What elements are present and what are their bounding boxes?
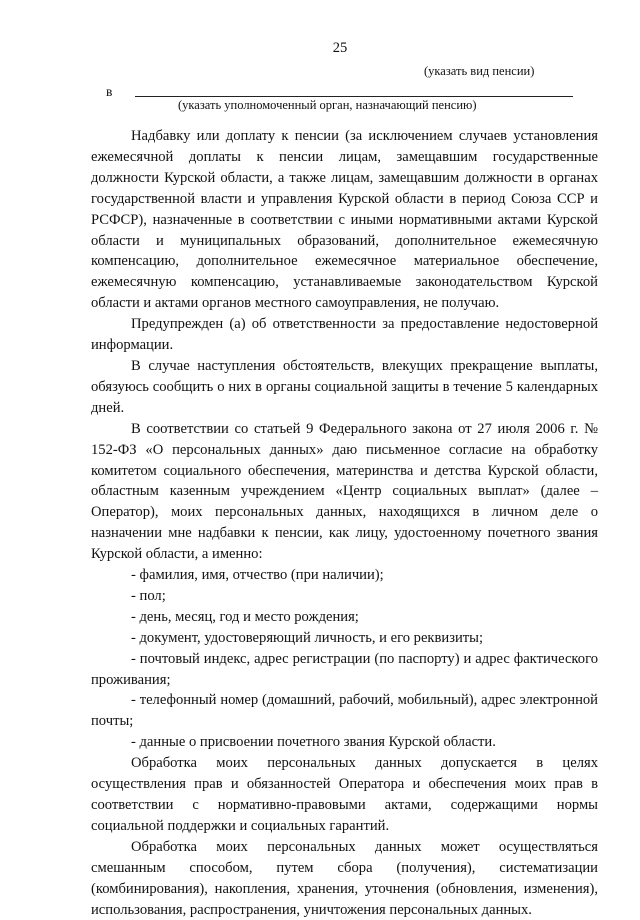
list-item-phone-email: - телефонный номер (домашний, рабочий, мобильный), адрес электронной почты;: [91, 692, 598, 730]
statement-body: [91, 126, 598, 920]
pension-type-note: (указать вид пенсии): [424, 64, 535, 78]
authority-note: (указать уполномоченный орган, назначающий пенсию): [178, 98, 477, 112]
list-item-full-name: - фамилия, имя, отчество (при наличии);: [131, 567, 384, 584]
paragraph-personal-data-consent: В соответствии со статьей 9 Федерального закона от 27 июля 2006 г. № 152-ФЗ «О персональных данных» даю письменное согласие на обработку комитетом социального обеспечения, материнства и детства Курской области, областным казенным учреждением «Центр социальных выплат» (далее – Оператор), моих персональных данных, находящихся в личном деле о назначении мне надбавки к пенсии, как лицу, удостоенному почетного звания Курской области, а именно:: [91, 420, 598, 563]
paragraph-processing-methods: Обработка моих персональных данных может осуществляться смешанным способом, путем сбора (получения), систематизации (комбинирования), накопления, хранения, уточнения (обновления, изменения), использования, распространения, уничтожения персональных данных.: [91, 838, 598, 918]
authority-prefix: в: [106, 84, 113, 99]
list-item-address: - почтовый индекс, адрес регистрации (по паспорту) и адрес фактического проживания;: [91, 650, 598, 688]
paragraph-liability-warning: Предупрежден (а) об ответственности за предоставление недостоверной информации.: [91, 316, 598, 354]
list-item-honorary-title: - данные о присвоении почетного звания Курской области.: [131, 734, 496, 751]
authority-fill-line: [135, 96, 573, 97]
paragraph-notification-obligation: В случае наступления обстоятельств, влекущих прекращение выплаты, обязуюсь сообщить о них в органы социальной защиты в течение 5 календарных дней.: [91, 357, 598, 416]
list-item-birth: - день, месяц, год и место рождения;: [131, 608, 359, 625]
list-item-sex: - пол;: [131, 587, 166, 604]
list-item-id-document: - документ, удостоверяющий личность, и его реквизиты;: [131, 629, 484, 646]
paragraph-processing-purpose: Обработка моих персональных данных допускается в целях осуществления прав и обязанностей Оператора и обеспечения моих прав в соответствии с нормативно-правовыми актами, содержащими нормы социальной поддержки и социальных гарантий.: [91, 755, 598, 834]
paragraph-supplement-declaration: Надбавку или доплату к пенсии (за исключением случаев установления ежемесячной доплаты к пенсии лицам, замещавшим государственные должности Курской области, а также лицам, замещавшим должности в органах государственной власти и управления Курской области в период Союза ССР и РСФСР), назначенные в соответствии с иными нормативными актами Курской области и муниципальных образований, дополнительное ежемесячную компенсацию, дополнительное ежемесячное материальное обеспечение, ежемесячную компенсацию, устанавливаемые законодательством Курской области и актами органов местного самоуправления, не получаю.: [91, 128, 598, 312]
page-number: 25: [332, 40, 348, 56]
